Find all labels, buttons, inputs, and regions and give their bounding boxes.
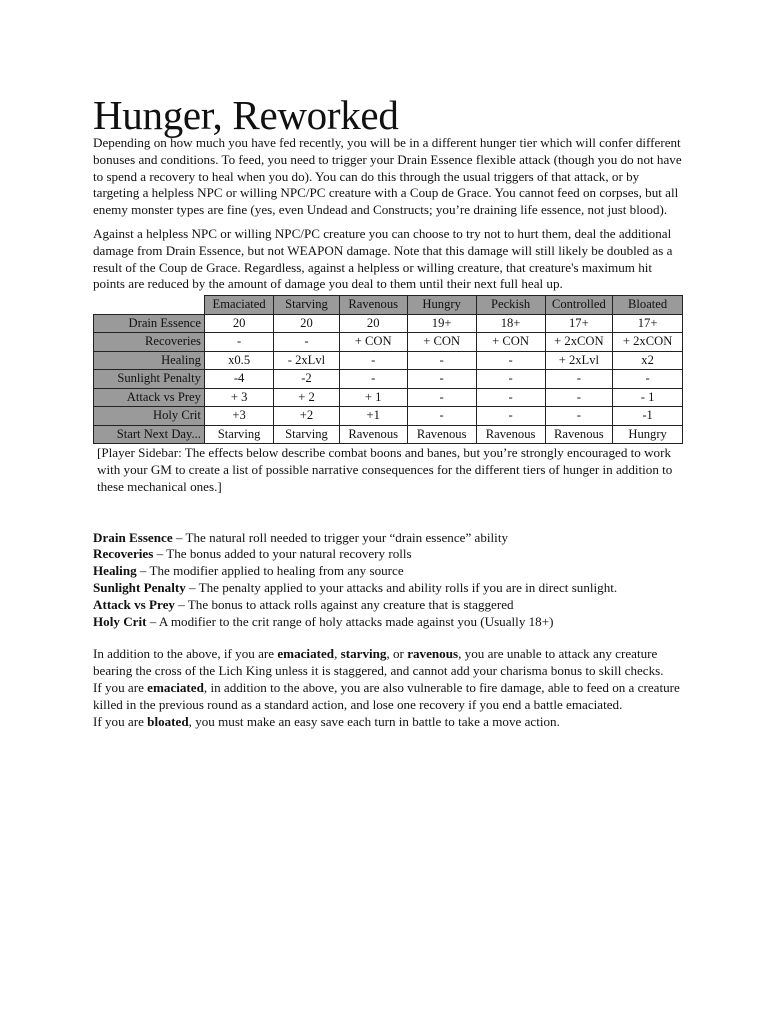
definition-term: Holy Crit: [93, 613, 147, 629]
rule-text: If you are: [93, 713, 148, 729]
table-cell: -: [407, 388, 476, 407]
definition-text: – The bonus to attack rolls against any creature that is staggered: [174, 596, 514, 612]
definition-term: Sunlight Penalty: [93, 579, 186, 595]
definition-item: [93, 614, 683, 631]
table-cell: + 3: [204, 388, 273, 407]
table-cell: -: [339, 370, 407, 389]
rule-text: , or: [386, 646, 408, 662]
table-cell: + 2: [274, 388, 339, 407]
rule-paragraph: [93, 714, 683, 731]
table-cell: Ravenous: [476, 425, 545, 444]
column-header: Bloated: [613, 296, 683, 315]
row-header: Drain Essence: [94, 314, 205, 333]
table-cell: -: [545, 407, 613, 426]
definition-term: Drain Essence: [93, 529, 173, 545]
hunger-tier-table: [93, 295, 683, 444]
rule-text: ,: [334, 646, 341, 662]
table-cell: 18+: [476, 314, 545, 333]
table-cell: -: [407, 370, 476, 389]
column-header: Peckish: [476, 296, 545, 315]
definition-text: – The bonus added to your natural recovery rolls: [153, 546, 412, 562]
table-cell: -: [476, 388, 545, 407]
table-cell: -: [476, 370, 545, 389]
column-header: Emaciated: [204, 296, 273, 315]
document-page: [93, 92, 683, 730]
table-cell: -: [339, 351, 407, 370]
table-header-row: [94, 296, 683, 315]
rule-keyword: emaciated: [277, 646, 335, 662]
rule-keyword: bloated: [147, 713, 189, 729]
definition-term: Recoveries: [93, 546, 154, 562]
rule-paragraph: [93, 646, 683, 680]
row-header: Holy Crit: [94, 407, 205, 426]
table-cell: Ravenous: [339, 425, 407, 444]
column-header: Controlled: [545, 296, 613, 315]
table-cell: -: [613, 370, 683, 389]
table-cell: -: [204, 333, 273, 352]
table-cell: -: [545, 388, 613, 407]
column-header: Hungry: [407, 296, 476, 315]
table-cell: + CON: [407, 333, 476, 352]
intro-paragraph: Depending on how much you have fed recently, you will be in a different hunger tier which will confer different bonuses and conditions. To feed, you need to trigger your Drain Essence flexible attack (though you do not have to spend a recovery to heal when you do). You can do this through the usual triggers of that attack, or by targeting a helpless NPC or willing NPC/PC creature with a Coup de Grace. You cannot feed on corpses, but all enemy monster types are fine (yes, even Undead and Constructs; you’re draining life essence, not just blood).: [93, 135, 682, 218]
table-row: [94, 351, 683, 370]
table-cell: Ravenous: [545, 425, 613, 444]
row-header: Sunlight Penalty: [94, 370, 205, 389]
rule-text: , in addition to the above, you are also vulnerable to fire damage, able to feed on a creature killed in the previous round as a standard action, and lose one recovery if you end a battle emaciated.: [93, 679, 680, 712]
row-header: Start Next Day...: [94, 425, 205, 444]
row-header: Recoveries: [94, 333, 205, 352]
table-cell: -: [407, 407, 476, 426]
player-sidebar-note: [Player Sidebar: The effects below describe combat boons and banes, but you’re strongly encouraged to work with your GM to create a list of possible narrative consequences for the different tiers of hunger in addition to these mechanical ones.]: [97, 445, 673, 494]
table-cell: 20: [204, 314, 273, 333]
table-cell: -2: [274, 370, 339, 389]
rule-keyword: ravenous: [407, 646, 459, 662]
row-header: Healing: [94, 351, 205, 370]
definition-term: Healing: [93, 563, 137, 579]
table-cell: 17+: [545, 314, 613, 333]
helpless-creature-paragraph: Against a helpless NPC or willing NPC/PC creature you can choose to try not to hurt them, deal the additional damage from Drain Essence, but not WEAPON damage. Note that this damage will still likely be doubled as a result of the Coup de Grace. Regardless, against a helpless or willing creature, that creature's maximum hit points are reduced by the amount of damage you deal to them until their next full heal up.: [93, 225, 673, 292]
table-cell: + CON: [339, 333, 407, 352]
table-cell: 17+: [613, 314, 683, 333]
definition-text: – The natural roll needed to trigger your “drain essence” ability: [172, 529, 508, 545]
table-cell: + CON: [476, 333, 545, 352]
tier-rules: [93, 646, 683, 730]
rule-keyword: starving: [340, 646, 387, 662]
definition-text: – A modifier to the crit range of holy attacks made against you (Usually 18+): [146, 613, 554, 629]
definition-term: Attack vs Prey: [93, 596, 175, 612]
definition-text: – The penalty applied to your attacks and ability rolls if you are in direct sunlight.: [185, 579, 618, 595]
table-cell: x2: [613, 351, 683, 370]
rule-keyword: emaciated: [147, 679, 204, 695]
table-cell: -: [407, 351, 476, 370]
table-row: [94, 333, 683, 352]
rule-paragraph: [93, 680, 683, 714]
column-header: Ravenous: [339, 296, 407, 315]
rule-text: , you are unable to attack any creature bearing the cross of the Lich King unless it is staggered, and cannot add your charisma bonus to skill checks.: [93, 646, 664, 679]
definition-item: [93, 563, 683, 580]
table-cell: +3: [204, 407, 273, 426]
definition-item: [93, 597, 683, 614]
table-cell: + 2xCON: [545, 333, 613, 352]
row-header: Attack vs Prey: [94, 388, 205, 407]
table-cell: Starving: [274, 425, 339, 444]
table-cell: +2: [274, 407, 339, 426]
table-cell: + 2xCON: [613, 333, 683, 352]
definition-item: [93, 530, 683, 547]
table-cell: +1: [339, 407, 407, 426]
table-cell: - 2xLvl: [274, 351, 339, 370]
table-row: [94, 314, 683, 333]
table-corner: [94, 296, 205, 315]
table-row: [94, 407, 683, 426]
rule-text: , you must make an easy save each turn in battle to take a move action.: [188, 713, 560, 729]
page-title: Hunger, Reworked: [93, 92, 399, 138]
definition-item: [93, 546, 683, 563]
table-cell: 20: [274, 314, 339, 333]
definitions-list: [93, 530, 683, 631]
table-cell: x0.5: [204, 351, 273, 370]
table-cell: -: [476, 351, 545, 370]
table-cell: -1: [613, 407, 683, 426]
table-cell: -: [545, 370, 613, 389]
column-header: Starving: [274, 296, 339, 315]
rule-text: In addition to the above, if you are: [93, 646, 278, 662]
table-cell: 20: [339, 314, 407, 333]
rule-text: If you are: [93, 679, 148, 695]
table-cell: Ravenous: [407, 425, 476, 444]
table-cell: 19+: [407, 314, 476, 333]
definition-item: [93, 580, 683, 597]
table-row: [94, 388, 683, 407]
table-row: [94, 425, 683, 444]
table-row: [94, 370, 683, 389]
table-cell: + 1: [339, 388, 407, 407]
table-cell: + 2xLvl: [545, 351, 613, 370]
definition-text: – The modifier applied to healing from any source: [136, 563, 404, 579]
table-cell: Starving: [204, 425, 273, 444]
table-cell: -4: [204, 370, 273, 389]
table-cell: Hungry: [613, 425, 683, 444]
table-cell: - 1: [613, 388, 683, 407]
table-cell: -: [274, 333, 339, 352]
table-cell: -: [476, 407, 545, 426]
